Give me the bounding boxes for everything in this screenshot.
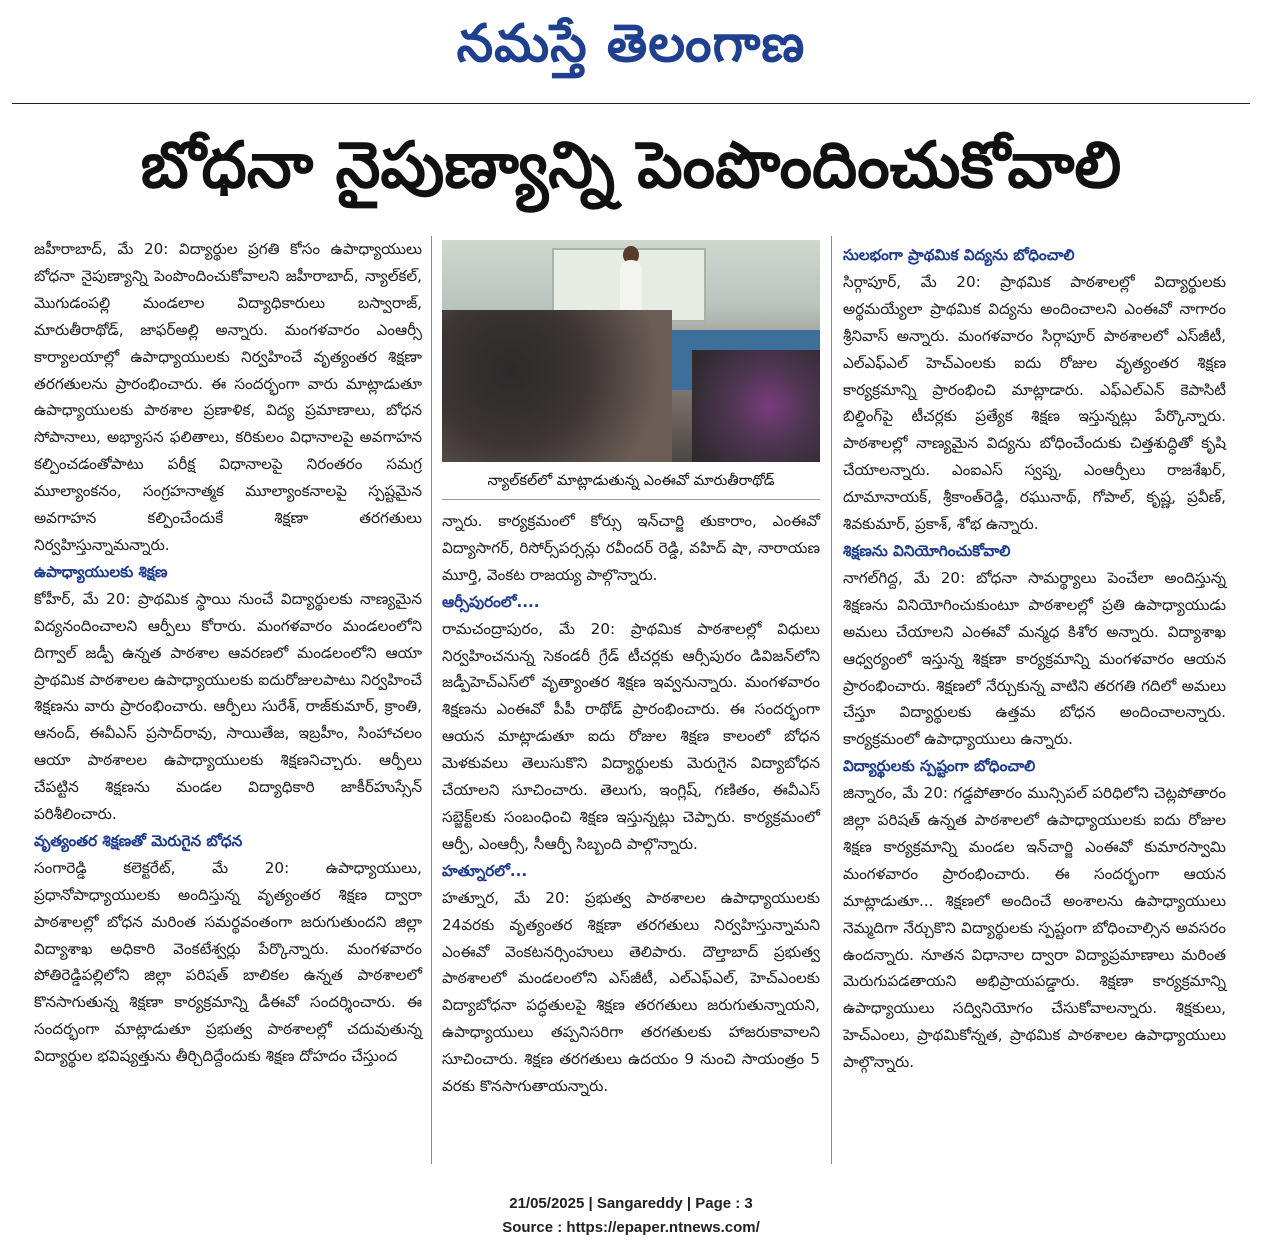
page-footer xyxy=(0,1192,1262,1240)
subheading-primary-education: సులభంగా ప్రాథమిక విద్యను బోధించాలి xyxy=(843,246,1075,264)
nagalgidda-paragraph: నాగల్‌గిద్ద, మే 20: బోధనా సామర్థ్యాలు పెంచేలా అందిస్తున్న శిక్షణను వినియోగించుకుంటూ పాఠశాలల్లో ప్రతి ఉపాధ్యాయుడు అమలు చేయాలని ఎంఈవో మన్మధ కిశోర అన్నారు. విద్యాశాఖ ఆధ్వర్యంలో ఇస్తున్న శిక్షణా కార్యక్రమాన్ని మంగళవారం ఆయన ప్రారంభించారు. శిక్షణలో నేర్చుకున్న వాటిని తరగతి గదిలో అమలు చేస్తూ విద్యార్థులకు ఉత్తమ బోధన అందించాలన్నారు. కార్యక్రమంలో ఉపాధ్యాయులు ఉన్నారు. xyxy=(843,568,1226,749)
subheading-use-training: శిక్షణను వినియోగించుకోవాలి xyxy=(843,541,1011,560)
photo-audience-right xyxy=(692,350,820,462)
subheading-teach-clearly: విద్యార్థులకు స్పష్టంగా బోధించాలి xyxy=(843,757,1036,776)
continued-paragraph: న్నారు. కార్యక్రమంలో కోర్సు ఇన్‌చార్జి తుకారాం, ఎంఈవో విద్యాసాగర్, రిసోర్స్‌పర్సన్లు రవీందర్ రెడ్డి, వహిద్ షా, నారాయణ మూర్తి, వెంకట రాజయ్య పాల్గొన్నారు. xyxy=(442,512,820,584)
source-link[interactable]: Source : https://epaper.ntnews.com/ xyxy=(502,1219,760,1236)
intro-paragraph: జహీరాబాద్, మే 20: విద్యార్థుల ప్రగతి కోసం ఉపాధ్యాయులు బోధనా నైపుణ్యాన్ని పెంపొందించుకోవాలని జహీరాబాద్, న్యాల్‌కల్, మొగుడంపల్లి మండలాల విద్యాధికారులు బస్వారాజ్, మారుతీరాథోడ్, జాఫర్‌అల్లి అన్నారు. మంగళవారం ఎంఆర్సీ కార్యాలయాల్లో ఉపాధ్యాయులకు నిర్వహించే వృత్యంతర శిక్షణా తరగతులను ప్రారంభించారు. ఈ సందర్భంగా వారు మాట్లాడుతూ ఉపాధ్యాయులకు పాఠశాల ప్రణాళిక, విద్య ప్రమాణాలు, బోధన సోపానాలు, అభ్యాసన ఫలితాలు, కరికులం విధానాలపై అవగాహన కల్పించడంతోపాటు పరీక్ష విధానాలపై నిరంతరం సమగ్ర మూల్యాంకనం, సంగ్రహనాత్మక మూల్యాంకనాలపై స్పష్టమైన అవగాహన కల్పించేందుకే శిక్షణా తరగతులు నిర్వహిస్తున్నామన్నారు. xyxy=(34,240,422,554)
photo-caption: న్యాల్‌కల్‌లో మాట్లాడుతున్న ఎంఈవో మారుతీరాథోడ్ xyxy=(442,463,820,500)
ramachandrapuram-paragraph: రామచంద్రాపురం, మే 20: ప్రాథమిక పాఠశాలల్లో విధులు నిర్వహించనున్న సెకండరీ గ్రేడ్ టీచర్లకు ఆర్సీపురం డివిజన్‌లోని జడ్పీహెచ్ఎస్‌లో వృత్యాంతర శిక్షణ ఇవ్వనున్నారు. మంగళవారం శిక్షణను ఎంఈవో పీపీ రాథోడ్ ప్రారంభించారు. ఈ సందర్భంగా ఆయన మాట్లాడుతూ ఐదు రోజుల శిక్షణ కాలంలో బోధన మెళకువలు తెలుసుకొని విద్యార్థులకు మెరుగైన విద్యాబోధన చేయాలని సూచించారు. తెలుగు, ఇంగ్లిష్, గణితం, ఈవీఎస్ సబ్జెక్ట్‌లకు సంబంధించి శిక్షణ ఇస్తున్నట్లు చెప్పారు. కార్యక్రమంలో ఆర్పీ, ఎంఆర్సీ, సీఆర్పీ సిబ్బంది పాల్గొన్నారు. xyxy=(442,619,820,853)
classroom-photo xyxy=(442,240,820,462)
kohir-paragraph: కోహీర్, మే 20: ప్రాథమిక స్థాయి నుంచే విద్యార్థులకు నాణ్యమైన విద్యనందించాలని ఆర్పీలు కోరారు. మంగళవారం మండలంలోని దిగ్వాల్ జడ్పీ ఉన్నత పాఠశాల ఆవరణలో మండలంలోని ఆయా ప్రాథమిక పాఠశాలల ఉపాధ్యాయులకు ఐదురోజులపాటు నిర్వహించే శిక్షణను వారు ప్రారంభించారు. ఆర్పీలు సురేశ్, రాజ్‌కుమార్, క్రాంతి, ఆనంద్, ఈవీఎస్ ప్రసాద్‌రావు, సాయితేజ, ఇబ్రహీం, సింహాచలం ఆయా పాఠశాలల ఉపాధ్యాయులకు శిక్షణనిచ్చారు. ఆర్పీలు చేపట్టిన శిక్షణను మండల విద్యాధికారి జాకీర్‌హుస్సేన్ పరిశీలించారు. xyxy=(34,589,422,824)
newspaper-masthead: నమస్తే తెలంగాణ xyxy=(456,14,806,74)
subheading-better-teaching: వృత్యంతర శిక్షణతో మెరుగైన బోధన xyxy=(34,831,243,850)
hathnura-paragraph: హత్నూర, మే 20: ప్రభుత్వ పాఠశాలల ఉపాధ్యాయులకు 24వరకు వృత్యంతర శిక్షణా తరగతులు నిర్వహిస్తున్నామని ఎంఈవో వెంకటనర్సింహులు తెలిపారు. దౌల్తాబాద్ ప్రభుత్వ పాఠశాలలో మండలంలోని ఎస్‌జీటీ, ఎల్ఎఫ్ఎల్, హెచ్ఎంలకు విద్యాబోధనా పద్ధతులపై శిక్షణ తరగతులు జరుగుతున్నాయని, ఉపాధ్యాయులు తప్పనిసరిగా తరగతులకు హాజరుకావాలని సూచించారు. శిక్షణ తరగతులు ఉదయం 9 నుంచి సాయంత్రం 5 వరకు కొనసాగుతాయన్నారు. xyxy=(442,888,820,1096)
article-column-3 xyxy=(843,242,1226,1076)
masthead-divider xyxy=(12,103,1250,104)
article-column-2 xyxy=(442,508,820,1100)
sirgapur-paragraph: సిర్గాపూర్, మే 20: ప్రాథమిక పాఠశాలల్లో విద్యార్థులకు అర్థమయ్యేలా ప్రాథమిక విద్యను అందించాలని ఎంఈవో నాగారం శ్రీనివాస్ అన్నారు. మంగళవారం సిర్గాపూర్ పాఠశాలలో ఎస్‌జీటీ, ఎల్ఎఫ్ఎల్ హెచ్ఎంలకు ఐదు రోజుల వృత్యంతర శిక్షణ కార్యక్రమాన్ని ప్రారంభించి మాట్లాడారు. ఎఫ్ఎల్ఎన్ కెపాసిటీ బిల్డింగ్‌పై టీచర్లకు ప్రత్యేక శిక్షణ ఇస్తున్నట్లు పేర్కొన్నారు. పాఠశాలల్లో నాణ్యమైన విద్యను బోధించేందుకు చిత్తశుద్ధితో కృషి చేయాలన్నారు. ఎంఐఎస్ స్వప్న, ఎంఆర్పీలు రాజశేఖర్, దూమానాయక్, శ్రీకాంత్‌రెడ్డి, రఘునాథ్, గోపాల్, కృష్ణ, ప్రవీణ్, శివకుమార్, ప్రకాశ్, శోభ ఉన్నారు. xyxy=(843,272,1226,534)
subheading-teacher-training: ఉపాధ్యాయులకు శిక్షణ xyxy=(34,562,168,581)
article-headline: బోధనా నైపుణ్యాన్ని పెంపొందించుకోవాలి xyxy=(140,129,1122,203)
subheading-hathnura: హత్నూరలో... xyxy=(442,861,528,880)
column-divider-1 xyxy=(431,236,432,1164)
subheading-rc-puram: ఆర్సీపురంలో.... xyxy=(442,592,540,611)
sangareddy-paragraph: సంగారెడ్డి కలెక్టరేట్, మే 20: ఉపాధ్యాయులు, ప్రధానోపాధ్యాయులకు అందిస్తున్న వృత్యంతర శిక్షణ ద్వారా పాఠశాలల్లో బోధన మరింత సమర్థవంతంగా జరుగుతుందని జిల్లా విద్యాశాఖ అధికారి వెంకటేశ్వర్లు పేర్కొన్నారు. మంగళవారం పోతిరెడ్డిపల్లిలోని జిల్లా పరిషత్ బాలికల ఉన్నత పాఠశాలలో కొనసాగుతున్న శిక్షణా కార్యక్రమాన్ని డీఈవో సందర్శించారు. ఈ సందర్భంగా మాట్లాడుతూ ప్రభుత్వ పాఠశాలల్లో చదువుతున్న విద్యార్థుల భవిష్యత్తును తీర్చిదిద్దేందుకు శిక్షణ దోహదం చేస్తుంద xyxy=(34,858,422,1066)
article-column-1 xyxy=(34,236,422,1070)
photo-audience-left xyxy=(442,310,672,462)
column-divider-2 xyxy=(831,236,832,1164)
jinnaram-paragraph: జిన్నారం, మే 20: గడ్డపోతారం మున్సిపల్ పరిధిలోని చెట్లపోతారం జిల్లా పరిషత్ ఉన్నత పాఠశాలలో ఉపాధ్యాయులకు ఐదు రోజుల శిక్షణ కార్యక్రమాన్ని మండల ఇన్‌చార్జి ఎంఈవో కుమారస్వామి మంగళవారం ప్రారంభించారు. ఈ సందర్భంగా ఆయన మాట్లాడుతూ... శిక్షణలో అందించే అంశాలను ఉపాధ్యాయులు నెమ్మదిగా నేర్చుకొని విద్యార్థులకు స్పష్టంగా బోధించాల్సిన అవసరం ఉందన్నారు. నూతన విధానాల ద్వారా విద్యాప్రమాణాలు మరింత మెరుగుపడతాయని అభిప్రాయపడ్డారు. శిక్షణా కార్యక్రమాన్ని ఉపాధ్యాయులు సద్వినియోగం చేసుకోవాలన్నారు. శిక్షకులు, హెచ్ఎంలు, ప్రాథమికోన్నత, ప్రాథమిక పాఠశాలల ఉపాధ్యాయులు పాల్గొన్నారు. xyxy=(843,784,1226,1072)
edition-info: 21/05/2025 | Sangareddy | Page : 3 xyxy=(509,1195,753,1212)
